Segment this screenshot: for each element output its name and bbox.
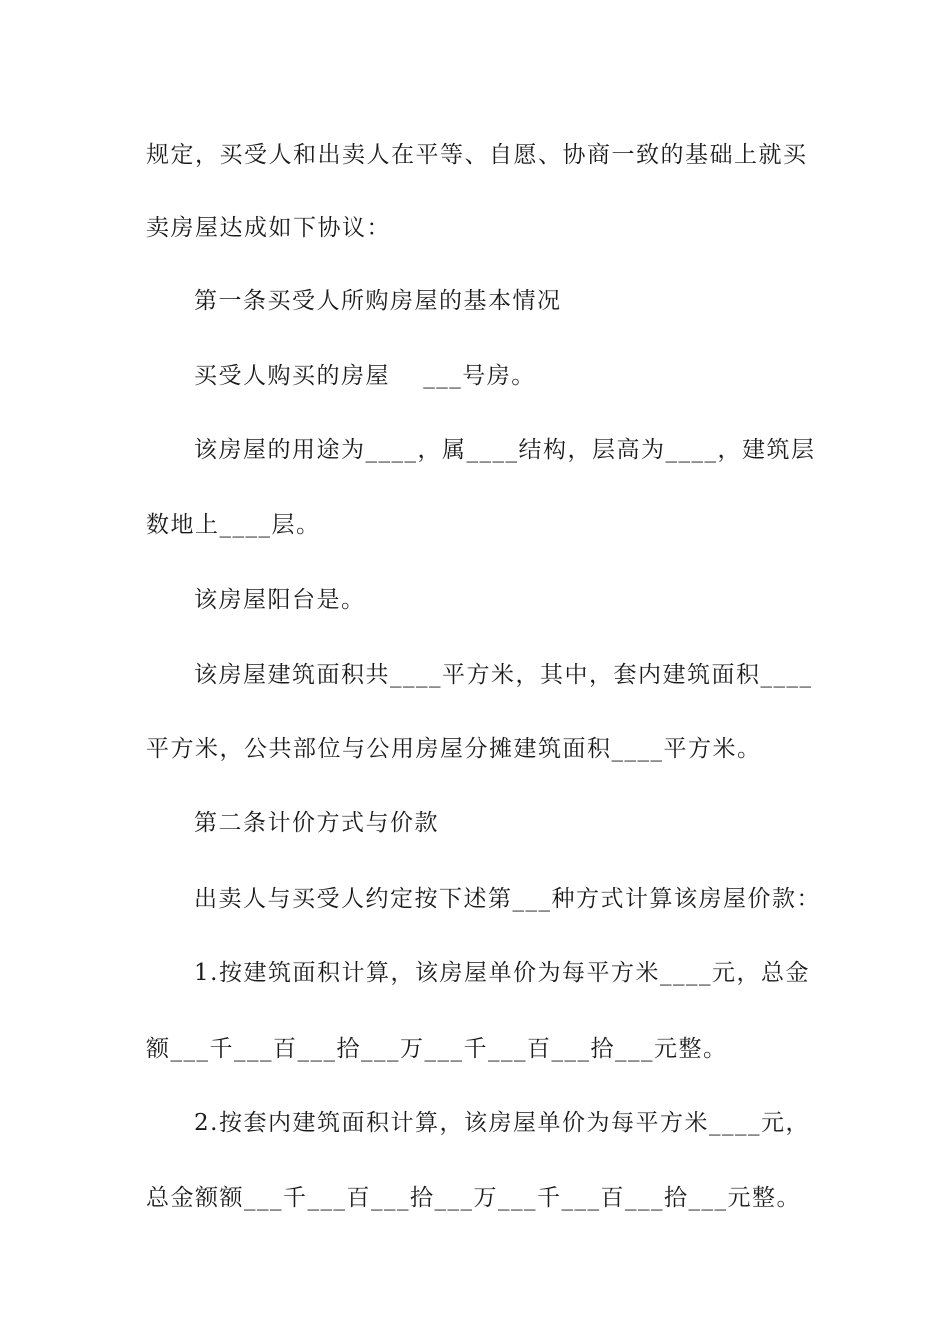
text-line-8: 该房屋建筑面积共____平方米，其中，套内建筑面积____	[194, 662, 813, 688]
text-line-2: 卖房屋达成如下协议：	[146, 215, 391, 241]
text-line-9: 平方米，公共部位与公用房屋分摊建筑面积____平方米。	[146, 736, 762, 762]
text-line-13: 额___千___百___拾___万___千___百___拾___元整。	[146, 1036, 728, 1062]
text-line-1: 规定，买受人和出卖人在平等、自愿、协商一致的基础上就买	[146, 142, 808, 168]
text-line-14: 2.按套内建筑面积计算，该房屋单价为每平方米____元，	[194, 1110, 810, 1136]
text-line-4: 买受人购买的房屋 ___号房。	[194, 363, 536, 389]
text-line-12: 1.按建筑面积计算，该房屋单价为每平方米____元，总金	[194, 960, 810, 986]
text-line-7: 该房屋阳台是。	[194, 587, 366, 613]
article-2-heading: 第二条计价方式与价款	[194, 810, 439, 836]
text-line-15: 总金额额___千___百___拾___万___千___百___拾___元整。	[146, 1185, 801, 1211]
text-line-6: 数地上____层。	[146, 512, 321, 538]
article-1-heading: 第一条买受人所购房屋的基本情况	[194, 288, 562, 314]
text-line-11: 出卖人与买受人约定按下述第___种方式计算该房屋价款：	[194, 886, 821, 912]
text-line-5: 该房屋的用途为____，属____结构，层高为____，建筑层	[194, 437, 816, 463]
